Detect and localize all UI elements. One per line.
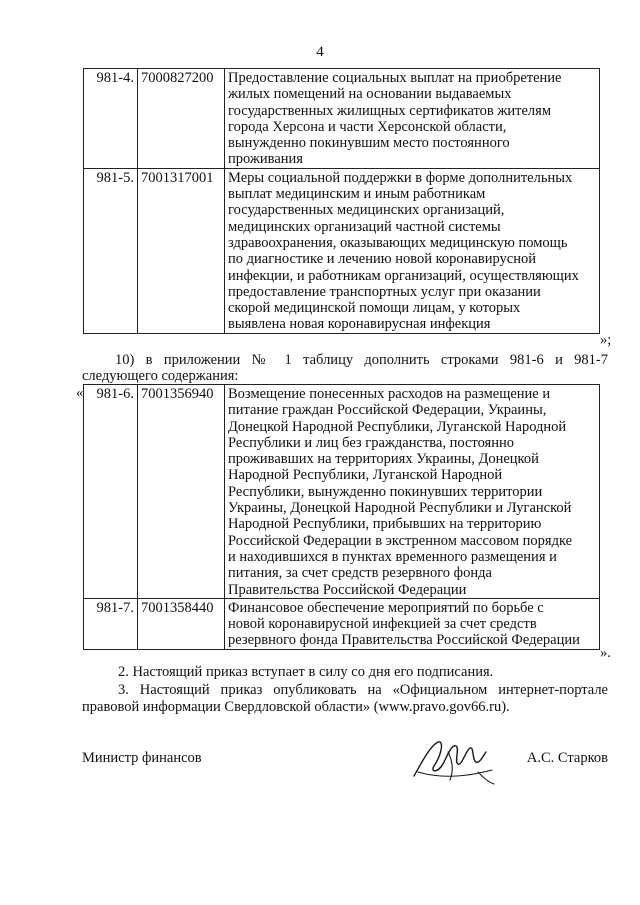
description-line: и находившихся в пунктах временного размещения и xyxy=(228,548,557,565)
description-line: государственных жилищных сертификатов жителям xyxy=(228,102,552,119)
closing-quote: ». xyxy=(600,645,611,661)
description-line: новой коронавирусной инфекцией за счет средств xyxy=(228,616,537,633)
table-row xyxy=(84,385,600,599)
description-line: питание граждан Российской Федерации, Украины, xyxy=(228,402,547,419)
page-number: 4 xyxy=(316,44,324,60)
paragraph-2: 2. Настоящий приказ вступает в силу со дня его подписания. xyxy=(118,664,494,680)
row-kbk: 7001317001 xyxy=(138,168,225,333)
description-line: выплат медицинским и иным работникам xyxy=(228,186,486,203)
row-code: 981-5. xyxy=(84,168,138,333)
description-line: Правительства Российской Федерации xyxy=(228,581,467,598)
signature-block xyxy=(82,746,608,786)
description-line: государственных медицинских организаций, xyxy=(228,202,505,219)
description-line: инфекции, и работникам организаций, осуществляющих xyxy=(228,267,579,284)
description-line: проживания xyxy=(228,151,303,168)
description-line: Республики и лиц без гражданства, постоянно xyxy=(228,434,514,451)
handwritten-signature xyxy=(408,732,498,788)
description-line: скорой медицинской помощи лицам, у которых xyxy=(228,300,521,317)
row-kbk: 7001356940 xyxy=(138,385,225,599)
opening-quote: « xyxy=(76,385,84,401)
paragraph-3-line1: 3. Настоящий приказ опубликовать на «Официальном интернет-портале xyxy=(118,682,608,698)
description-line: города Херсона и части Херсонской области, xyxy=(228,118,507,135)
row-kbk: 7000827200 xyxy=(138,69,225,169)
row-code: 981-7. xyxy=(84,598,138,649)
closing-quote: »; xyxy=(600,332,612,348)
description-line: Донецкой Народной Республики, Луганской Народной xyxy=(228,418,567,435)
description-line: здравоохранения, оказывающих медицинскую помощь xyxy=(228,234,568,251)
description-line: вынужденно покинувшим место постоянного xyxy=(228,135,510,152)
description-line: медицинских организаций частной системы xyxy=(228,218,501,235)
row-description xyxy=(225,168,600,333)
description-line: выявлена новая коронавирусная инфекция xyxy=(228,316,491,333)
description-line: проживавших на территориях Украины, Донецкой xyxy=(228,451,539,468)
description-line: жилых помещений на основании выдаваемых xyxy=(228,86,512,103)
row-code: 981-4. xyxy=(84,69,138,169)
row-description xyxy=(225,598,600,649)
paragraph-10-line1: 10) в приложении № 1 таблицу дополнить строками 981-6 и 981-7 xyxy=(115,352,608,368)
row-description xyxy=(225,69,600,169)
description-line: Возмещение понесенных расходов на размещение и xyxy=(228,386,551,402)
description-line: Российской Федерации в экстренном массовом порядке xyxy=(228,532,573,549)
table-row xyxy=(84,168,600,333)
row-code: 981-6. xyxy=(84,385,138,599)
description-line: Украины, Донецкой Народной Республики и Луганской xyxy=(228,500,572,517)
description-line: Меры социальной поддержки в форме дополнительных xyxy=(228,169,573,186)
row-kbk: 7001358440 xyxy=(138,598,225,649)
table-row xyxy=(84,598,600,649)
description-line: Республики, вынужденно покинувших территории xyxy=(228,483,543,500)
signatory-name: А.С. Старков xyxy=(526,750,608,766)
description-line: Народной Республики, Луганской Народной xyxy=(228,467,503,484)
signatory-title: Министр финансов xyxy=(82,750,202,766)
description-line: Финансовое обеспечение мероприятий по борьбе с xyxy=(228,599,544,616)
description-line: предоставление транспортных услуг при оказании xyxy=(228,283,541,300)
description-line: Предоставление социальных выплат на приобретение xyxy=(228,70,562,86)
row-description xyxy=(225,385,600,599)
paragraph-3-line2: правовой информации Свердловской области» (www.pravo.gov66.ru). xyxy=(82,699,510,715)
description-line: резервного фонда Правительства Российской Федерации xyxy=(228,632,580,649)
table-row xyxy=(84,69,600,169)
description-line: Народной Республики, прибывших на территорию xyxy=(228,516,542,533)
table-continuation xyxy=(83,68,600,334)
table-new-rows xyxy=(83,384,600,650)
paragraph-10-line2: следующего содержания: xyxy=(82,368,239,384)
description-line: по диагностике и лечению новой коронавирусной xyxy=(228,251,536,268)
description-line: питания, за счет средств резервного фонда xyxy=(228,565,492,582)
